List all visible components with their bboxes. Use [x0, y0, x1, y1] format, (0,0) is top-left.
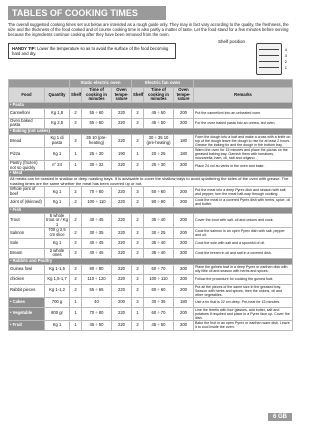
cell-remarks: Put the meat into a deep Pyrex dish and season with salt and pepper; turn the meat half-way through cooking.: [194, 187, 293, 197]
cell-time-fan: 60 ÷ 60: [144, 284, 174, 297]
cell-quantity: Kg 1,8: [45, 108, 70, 118]
handy-tip-label: HANDY TIP:: [12, 46, 36, 51]
cell-temp-fan: 180: [174, 297, 194, 307]
cell-food: Pizza: [9, 147, 45, 160]
cell-shelf-fan: 2: [132, 197, 144, 207]
cell-shelf-fan: 2: [132, 238, 144, 248]
cell-time-static: 30 ÷ 32: [82, 160, 112, 170]
cell-quantity: Kg 1: [45, 320, 70, 330]
table-row: [9, 297, 293, 307]
cell-shelf-fan: 2: [132, 320, 144, 330]
cell-time-static: 25 ÷ 30: [82, 147, 112, 160]
hint-row: [8, 39, 292, 79]
cell-shelf-static: 2: [70, 118, 82, 128]
cell-food: Whole joint of beef: [9, 187, 45, 197]
table-row: [9, 248, 293, 258]
cell-time-fan: 50 ÷ 60: [144, 187, 174, 197]
col-time: Time of cooking in minutes: [82, 88, 112, 103]
cell-temp-static: 190: [112, 147, 132, 160]
cell-remarks: Form the dough into a loaf and make a cross with a knife on top of the dough leave the dough to rise for at least 2 hours. Grease the baking tin and the dough in the bottom tray.: [194, 134, 293, 147]
section-title: • Vegetable: [9, 307, 45, 320]
cell-time-fan: 45 ÷ 50: [144, 118, 174, 128]
cooking-times-table: [8, 79, 293, 331]
shelf-number: 3: [284, 53, 287, 58]
cell-food: Guinea fowl: [9, 264, 45, 274]
cell-remarks: Place the guinea fowl in a deep Pyrex or earthen dish with oily little oil and season with herbs and spices.: [194, 264, 293, 274]
col-food: Food: [9, 88, 45, 103]
cell-shelf-static: 2: [70, 274, 82, 284]
cell-food: Sole: [9, 238, 45, 248]
cell-time-static: 100 ÷ 110: [82, 197, 112, 207]
cell-food: Oven baked pasta: [9, 118, 45, 128]
cell-quantity: 800 gr: [45, 307, 70, 320]
page-title: TABLES OF COOKING TIMES: [8, 6, 166, 20]
cell-temp-static: 220: [112, 118, 132, 128]
cell-shelf-fan: 2: [132, 248, 144, 258]
table-row: [9, 274, 293, 284]
cell-food: Pastry (frozen) not so quickly: [9, 160, 45, 170]
cell-temp-static: 220: [112, 108, 132, 118]
table-row: [9, 118, 293, 128]
cell-temp-static: 220: [112, 274, 132, 284]
cell-shelf-fan: 2: [132, 274, 144, 284]
cell-food: Bream: [9, 248, 45, 258]
col-shelf: Shelf: [132, 88, 144, 103]
cell-food: Rabbit pieces: [9, 284, 45, 297]
table-row: [9, 264, 293, 274]
cell-shelf-static: 2: [70, 108, 82, 118]
table-row: [9, 228, 293, 238]
cell-time-fan: 25 ÷ 30: [144, 160, 174, 170]
cell-remarks: Cook the salmon in an open Pyrex dish with salt, pepper and oil.: [194, 228, 293, 238]
cell-quantity: 700 g: [45, 297, 70, 307]
cell-shelf-static: 2: [70, 213, 82, 228]
shelf-number: 4: [284, 47, 287, 52]
cell-quantity: 5 whole trout or / Kg 1: [46, 212, 68, 227]
cell-shelf-fan: 2: [132, 118, 144, 128]
cell-time-fan: 45 ÷ 50: [144, 108, 174, 118]
cell-shelf-static: 2: [70, 284, 82, 297]
cell-temp-fan: 200: [174, 274, 194, 284]
cell-temp-static: 220: [112, 228, 132, 238]
col-time: Time of cooking in minutes: [144, 88, 174, 103]
cell-time-fan: 35 ÷ 40: [144, 248, 174, 258]
cell-time-fan: 30 ÷ 25: [144, 228, 174, 238]
cell-remarks: Cook the sole with salt and a spoonful of oil.: [194, 238, 293, 248]
cell-food: Cannelloni: [9, 108, 45, 118]
cell-remarks: Cover the trout with salt, oil and onions and cook.: [194, 213, 293, 228]
shelf-position-label: Shelf position: [218, 39, 246, 44]
cell-shelf-fan: 2: [132, 134, 144, 147]
cell-shelf-static: 1: [70, 320, 82, 330]
col-temp: Oven tempe- rature: [174, 88, 194, 103]
cell-food: chicken: [9, 274, 45, 284]
cell-time-static: 70 ÷ 80: [82, 187, 112, 197]
cell-temp-fan: 200: [174, 108, 194, 118]
section-title: • Baking (not cakes): [9, 128, 293, 134]
cell-temp-static: 220: [112, 134, 132, 147]
cell-time-static: 40 ÷ 45: [82, 238, 112, 248]
table-row: [9, 284, 293, 297]
table-row: [9, 134, 293, 147]
cell-quantity: n° 24: [45, 160, 70, 170]
cell-quantity: Kg 2,5: [45, 118, 70, 128]
section-title: • Pasta: [9, 102, 293, 108]
cell-temp-static: 220: [112, 307, 132, 320]
cell-remarks: Place 24 vol au vents in the oven and bake.: [194, 160, 293, 170]
cell-time-fan: 30 ÷ 35 10 (pre-heating): [144, 134, 174, 147]
shelf-line-4: [259, 49, 279, 50]
cell-temp-static: 220: [112, 187, 132, 197]
cell-time-fan: 100 ÷ 110: [144, 274, 174, 284]
handy-tip-box: [8, 43, 176, 59]
cell-remarks: Warm the oven for 15 minutes and place the pizzas on the greased baking tray. Garnish them with tomatoes, mozzarella, ham, oil, salt and origano.: [194, 147, 293, 160]
cell-quantity: Kg 1-1,2: [45, 284, 70, 297]
cell-quantity: Kg 1: [45, 238, 70, 248]
cell-temp-fan: 200: [174, 187, 194, 197]
cell-remarks: Put all the pieces of the same size in the greased tray. Season with herbs and spices, then the onions, oil and other vegetables.: [194, 284, 293, 297]
cell-time-static: 40 ÷ 45: [82, 248, 112, 258]
cell-quantity: 700 g 2,5 cm slice: [45, 228, 70, 238]
cell-temp-fan: 200: [174, 284, 194, 297]
cell-shelf-fan: 2: [132, 264, 144, 274]
cell-remarks: Line the ferrets with four glasses, add butter, salt and potatoes if required and place in a Pyrex face up. Cover the dish.: [194, 307, 293, 320]
cell-shelf-static: 2: [70, 187, 82, 197]
cell-remarks: Put the cannelloni into an unheated oven.: [194, 108, 293, 118]
cell-time-fan: 20 ÷ 25: [144, 147, 174, 160]
cell-shelf-static: 1: [70, 147, 82, 160]
fan-oven-header: Electric fan oven: [132, 80, 194, 88]
cell-shelf-fan: 2: [132, 160, 144, 170]
section-note: All meats can be roasted in shallow or deep roasting trays. It is advisable to cover the shallow trays to avoid splattering the sides of the oven with grease. The roasting times are the same whether the meat has been covered up or not.: [9, 177, 293, 187]
cell-temp-fan: 200: [174, 320, 194, 330]
cell-temp-static: 220: [112, 264, 132, 274]
cell-shelf-static: 1: [70, 297, 82, 307]
cell-shelf-fan: 2: [132, 108, 144, 118]
cell-shelf-fan: 3: [132, 187, 144, 197]
cell-shelf-fan: 2: [132, 213, 144, 228]
cell-time-static: 80 ÷ 80: [82, 264, 112, 274]
section-note-row: [9, 177, 293, 187]
cell-time-static: 35 10 (pre-heating): [82, 134, 112, 147]
intro-text: The overall suggested cooking times set out below are intended as a rough guide only. They may in fact vary according to the quality, the freshness, the size and the thickness of the food cooked and of course cooking time is also partly a matter of taste. Let the food stand for a few minutes before serving because the ingredients continue cooking after they have been removed from the oven.: [8, 22, 289, 37]
cell-time-fan: 45 ÷ 50: [144, 320, 174, 330]
cell-temp-fan: 200: [174, 307, 194, 320]
cell-time-fan: 90 ÷ 90: [144, 197, 174, 207]
shelf-line-3: [259, 55, 279, 56]
cell-time-fan: 60 ÷ 70: [144, 264, 174, 274]
shelf-line-1: [259, 67, 279, 68]
cell-shelf-fan: 2: [132, 297, 144, 307]
blank-header: [194, 80, 293, 88]
cell-time-static: 55 ÷ 65: [82, 284, 112, 297]
cell-quantity: Kg 1: [45, 187, 70, 197]
section-title: • Fruit: [9, 320, 45, 330]
cell-remarks: Cook the meat in a covered Pyrex dish with herbs, spice, oil and butter.: [194, 197, 293, 207]
cell-shelf-static: 1: [70, 307, 82, 320]
blank-header: [9, 80, 70, 88]
table-row: [9, 197, 293, 207]
cell-food: Trout: [9, 213, 45, 228]
cell-food: Joint of (skinned): [9, 197, 45, 207]
cell-temp-fan: 180: [174, 147, 194, 160]
cell-temp-static: 220: [112, 197, 132, 207]
cell-time-static: 40 ÷ 45: [82, 213, 112, 228]
cell-temp-static: 200: [112, 297, 132, 307]
cell-time-static: 70 ÷ 80: [82, 307, 112, 320]
shelf-line-2: [259, 61, 279, 62]
cell-temp-static: 220: [112, 238, 132, 248]
cell-temp-static: 220: [112, 160, 132, 170]
section-title: • Rabbits and Poultry: [9, 258, 293, 264]
cell-temp-fan: 200: [174, 264, 194, 274]
section-title: • Cakes: [9, 297, 45, 307]
handy-tip-text: Lower the temperature so as to avoid the surface of the food becoming hard and dry.: [12, 46, 169, 56]
cell-time-static: 110 ÷ 120: [82, 274, 112, 284]
cell-shelf-fan: 1: [132, 147, 144, 160]
cell-shelf-static: 2: [70, 264, 82, 274]
cell-temp-static: 220: [112, 213, 132, 228]
cell-temp-fan: 180: [174, 134, 194, 147]
shelf-diagram: [218, 39, 292, 77]
cell-temp-fan: 200: [174, 160, 194, 170]
oven-icon: [256, 43, 287, 75]
cell-shelf-static: 2: [70, 197, 82, 207]
cell-shelf-fan: 1: [132, 307, 144, 320]
table-row: [9, 108, 293, 118]
cell-shelf-static: 2: [70, 238, 82, 248]
cell-remarks: Bake the fruit in an open Pyrex or earthen ware dish. Leave it to cool inside the oven.: [194, 320, 293, 330]
cell-time-static: 55 ÷ 60: [82, 108, 112, 118]
col-remarks: Remarks: [194, 88, 293, 103]
static-oven-header: Static electric oven: [70, 80, 132, 88]
cell-temp-static: 220: [112, 284, 132, 297]
cell-temp-static: 220: [112, 248, 132, 258]
cell-shelf-static: 2: [70, 248, 82, 258]
cell-temp-static: 220: [112, 320, 132, 330]
cell-temp-fan: 200: [174, 197, 194, 207]
cell-quantity: Kg 1: [45, 147, 70, 160]
section-title: • Fish: [9, 207, 293, 213]
col-shelf: Shelf: [70, 88, 82, 103]
cell-temp-fan: 200: [174, 118, 194, 128]
cell-time-fan: 30 ÷ 35: [144, 297, 174, 307]
cell-quantity: 2 whole ones: [45, 248, 70, 258]
table-row: [9, 213, 293, 228]
shelf-number: 2: [284, 59, 287, 64]
cell-shelf-static: 1: [70, 160, 82, 170]
table-row: [9, 187, 293, 197]
cell-time-fan: 60 ÷ 70: [144, 307, 174, 320]
cell-shelf-static: 2: [70, 134, 82, 147]
cell-quantity: Kg 1: [45, 197, 70, 207]
cell-shelf-static: 2: [70, 228, 82, 238]
shelf-number: 1: [284, 65, 287, 70]
cell-quantity: Kg 1-1,5: [45, 264, 70, 274]
table-row: [9, 160, 293, 170]
cell-remarks: Follow the procedure for cooking the guinea fowl.: [194, 274, 293, 284]
section-title: • Meat: [9, 171, 293, 177]
col-temp: Oven tempe- rature: [112, 88, 132, 103]
cell-remarks: For the oven baked pasta into an unhea- ted oven.: [194, 118, 293, 128]
cell-food: Bread: [9, 134, 45, 147]
cell-temp-fan: 200: [174, 248, 194, 258]
cell-remarks: Cook the bream in oil and salt in a covered dish.: [194, 248, 293, 258]
page-number: 6 GB: [268, 413, 292, 421]
cell-time-fan: 35 ÷ 40: [144, 238, 174, 248]
cell-shelf-fan: 2: [132, 284, 144, 297]
table-row: [9, 320, 293, 330]
table-row: [9, 307, 293, 320]
cell-quantity: Kg 1,5-1,7: [45, 274, 70, 284]
cell-temp-fan: 200: [174, 238, 194, 248]
cell-time-static: 30 ÷ 35: [82, 228, 112, 238]
table-row: [9, 238, 293, 248]
col-quantity: Quantity: [45, 88, 70, 103]
cell-time-static: 55 ÷ 60: [82, 118, 112, 128]
cell-time-static: 45 ÷ 50: [82, 320, 112, 330]
cell-temp-fan: 200: [174, 228, 194, 238]
cell-time-fan: 35 ÷ 40: [144, 213, 174, 228]
cell-food: Salmon: [9, 228, 45, 238]
cell-temp-fan: 200: [174, 213, 194, 228]
cell-shelf-fan: 2: [132, 228, 144, 238]
cell-quantity: Kg 1 di pasta: [45, 134, 70, 147]
cell-time-static: 40: [82, 297, 112, 307]
page: [8, 6, 292, 331]
table-row: [9, 147, 293, 160]
cell-remarks: Use a tin that is 22 cm deep. Pre-heat for 15 minutes.: [194, 297, 293, 307]
